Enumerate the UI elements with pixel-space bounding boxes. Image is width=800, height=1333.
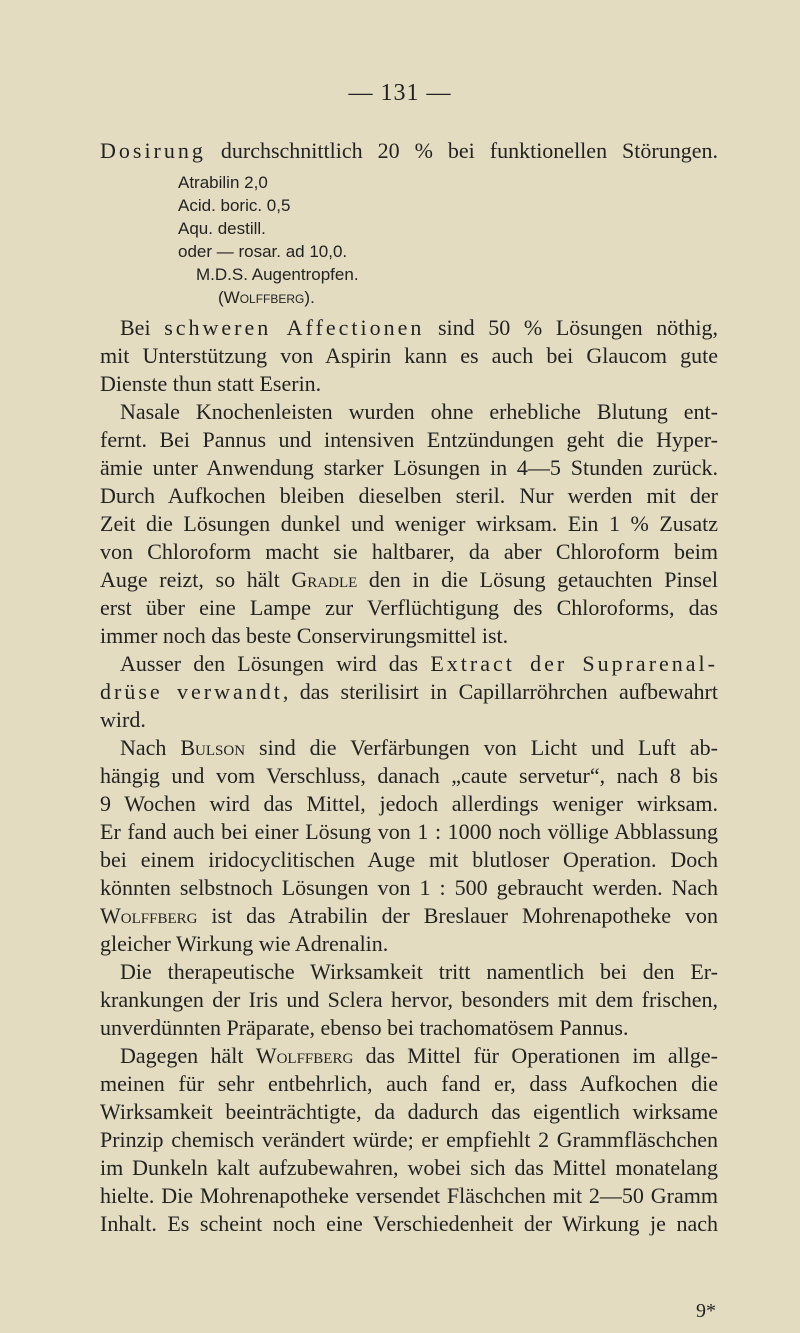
text-line [100, 566, 718, 594]
page-number: — 131 — [348, 80, 452, 106]
text-line: mit Unterstützung von Aspirin kann es auch bei Glaucom gute [100, 343, 718, 368]
text-span: Nach [120, 735, 181, 760]
text-span: ist das Atrabilin der Breslauer Mohrenapotheke von [197, 903, 718, 928]
text-line: Er fand auch bei einer Lösung von 1 : 1000 noch völlige Abblassung [100, 819, 718, 844]
text-line: unverdünnten Präparate, ebenso bei trachomatösem Pannus. [100, 1015, 629, 1040]
dosage-heading [100, 137, 718, 165]
author-name: Wolffberg [255, 1043, 354, 1068]
text-span: Auge reizt, so hält [100, 567, 292, 592]
recipe-line: M.D.S. Augentropfen. [196, 265, 359, 284]
text-line: Nasale Knochenleisten wurden ohne erhebliche Blutung ent- [120, 399, 718, 424]
text-span: , das sterilisirt in Capillarröhrchen aufbewahrt [282, 679, 718, 704]
text-line: Inhalt. Es scheint noch eine Verschiedenheit der Wirkung je nach [100, 1211, 718, 1236]
author-name: Gradle [291, 567, 358, 592]
text-span: Ausser den Lösungen wird das [120, 651, 431, 676]
dosage-text: durchschnittlich 20 % bei funktionellen Störungen. [205, 138, 718, 163]
text-line [100, 678, 718, 706]
text-line: bei einem iridocyclitischen Auge mit blutloser Operation. Doch [100, 847, 718, 872]
text-line: Zeit die Lösungen dunkel und weniger wirksam. Ein 1 % Zusatz [100, 511, 718, 536]
recipe-author-name: Wolffberg [223, 288, 305, 307]
text-line [120, 1042, 718, 1070]
text-line: von Chloroform macht sie haltbarer, da aber Chloroform beim [100, 539, 718, 564]
author-name: Wolffberg [100, 903, 198, 928]
text-line: wird. [100, 707, 146, 732]
recipe-line: Acid. boric. 0,5 [178, 196, 291, 215]
text-line [100, 902, 718, 930]
text-line: fernt. Bei Pannus und intensiven Entzündungen geht die Hyper- [100, 427, 718, 452]
text-line: 9 Wochen wird das Mittel, jedoch allerdings weniger wirksam. [100, 791, 718, 816]
text-line: Die therapeutische Wirksamkeit tritt namentlich bei den Er- [120, 959, 718, 984]
text-line: könnten selbstnoch Lösungen von 1 : 500 gebraucht werden. Nach [100, 875, 718, 900]
recipe-line: oder — rosar. ad 10,0. [178, 242, 348, 261]
text-line: ämie unter Anwendung starker Lösungen in 4—5 Stunden zurück. [100, 455, 718, 480]
text-span: Dagegen hält [120, 1043, 256, 1068]
text-line: hängig und vom Verschluss, danach „caute servetur“, nach 8 bis [100, 763, 718, 788]
text-span: das Mittel für Operationen im allge- [353, 1043, 719, 1068]
text-line [120, 650, 718, 678]
text-line: Prinzip chemisch verändert würde; er empfiehlt 2 Grammfläschchen [100, 1127, 718, 1152]
text-span: den in die Lösung getauchten Pinsel [357, 567, 718, 592]
text-line [120, 314, 718, 342]
text-line: im Dunkeln kalt aufzubewahren, wobei sich das Mittel monatelang [100, 1155, 718, 1180]
text-line: immer noch das beste Conservirungsmittel ist. [100, 623, 509, 648]
recipe-line: Atrabilin 2,0 [178, 173, 268, 192]
text-line: erst über eine Lampe zur Verflüchtigung des Chloroforms, das [100, 595, 718, 620]
text-line: krankungen der Iris und Sclera hervor, besonders mit dem frischen, [100, 987, 718, 1012]
signature-mark: 9* [696, 1300, 716, 1322]
text-span: sind die Verfärbungen von Licht und Luft ab- [245, 735, 718, 760]
author-name: Bulson [180, 735, 246, 760]
text-line: hielte. Die Mohrenapotheke versendet Fläschchen mit 2—50 Gramm [100, 1183, 718, 1208]
text-span: Bei [120, 315, 165, 340]
recipe-author: (Wolffberg). [218, 288, 315, 307]
text-line: Wirksamkeit beeinträchtigte, da dadurch das eigentlich wirksame [100, 1099, 718, 1124]
spaced-text: Extract der Suprarenal- [430, 651, 718, 676]
text-line [120, 734, 718, 762]
spaced-text: schweren Affectionen [164, 315, 425, 340]
text-line: meinen für sehr entbehrlich, auch fand er, dass Aufkochen die [100, 1071, 718, 1096]
text-line: gleicher Wirkung wie Adrenalin. [100, 931, 389, 956]
spaced-text: drüse verwandt [100, 679, 283, 704]
text-line: Durch Aufkochen bleiben dieselben steril. Nur werden mit der [100, 483, 718, 508]
recipe-line: Aqu. destill. [178, 219, 266, 238]
text-line: Dienste thun statt Eserin. [100, 371, 322, 396]
text-span: sind 50 % Lösungen nöthig, [424, 315, 718, 340]
dosage-label: Dosirung [100, 138, 206, 163]
